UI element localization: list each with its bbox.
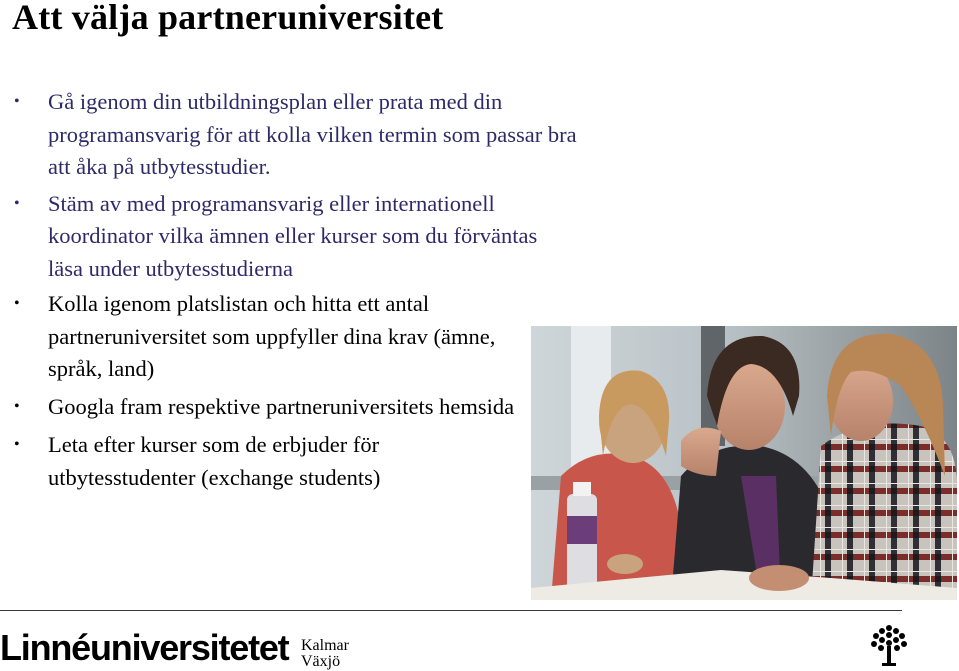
footer-divider [0,610,902,611]
bullet-text: Kolla igenom platslistan och hitta ett antal partneruniversitet som uppfyller dina krav (ämne, språk, land) [48,291,496,381]
university-logo-text: Linnéuniversitetet [0,627,289,668]
bullet-dot: • [14,295,20,312]
tree-icon [870,624,908,668]
bullet-text: Leta efter kurser som de erbjuder för utbytesstudenter (exchange students) [48,432,381,490]
bullet-item [12,288,548,386]
bullet-item [12,429,528,494]
bullet-dot: • [14,436,20,453]
logo-city-vaxjo: Växjö [301,653,341,670]
bullet-item [12,391,528,424]
bullet-dot: • [14,397,20,415]
students-reading-photo [531,326,957,600]
bullet-text: Googla fram respektive partneruniversitets hemsida [48,393,515,419]
bullet-dot: • [14,93,20,110]
bullet-item [12,188,548,286]
bullet-text: Gå igenom din utbildningsplan eller prata med din programansvarig för att kolla vilken termin som passar bra att åka på utbytesstudier. [48,89,577,179]
slide-title: Att välja partneruniversitet [12,0,444,37]
bullet-text: Stäm av med programansvarig eller internationell koordinator vilka ämnen eller kurser som du förväntas läsa under utbytesstudierna [48,190,538,281]
bullet-list [12,86,577,502]
logo-city-kalmar: Kalmar [301,637,349,654]
bullet-dot: • [14,194,20,212]
bullet-item [12,86,598,184]
